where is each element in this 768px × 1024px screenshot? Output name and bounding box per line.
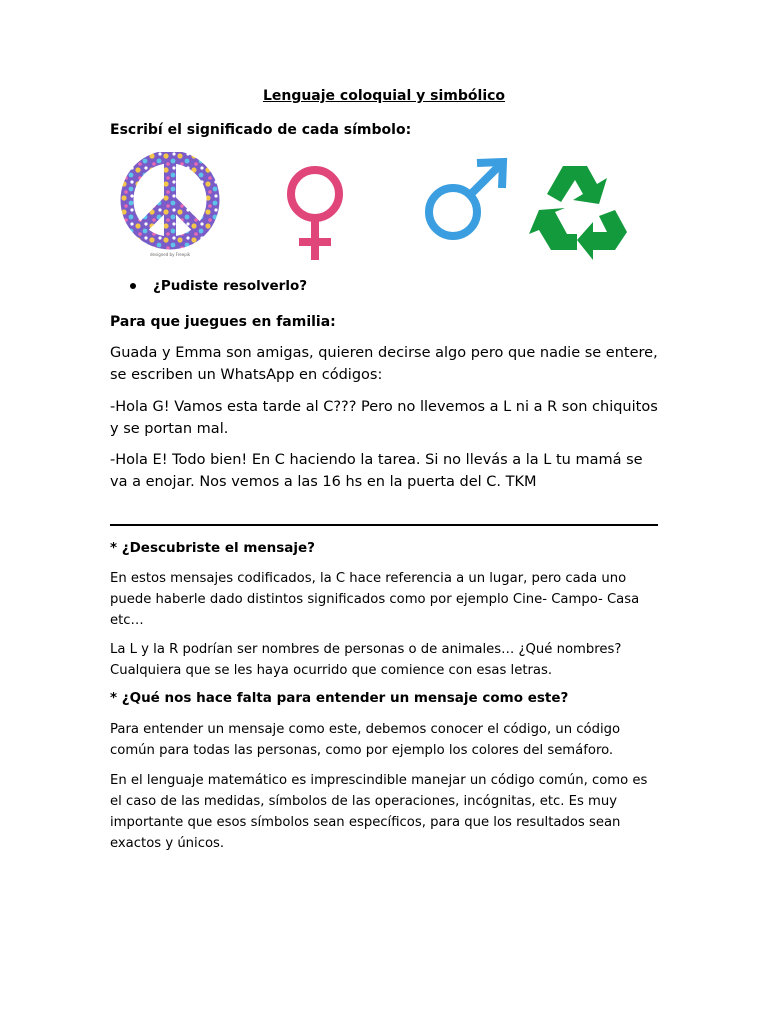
peace-symbol-icon: [120, 152, 230, 262]
section2-heading: * ¿Qué nos hace falta para entender un mensaje como este?: [110, 690, 569, 706]
section1-heading: * ¿Descubriste el mensaje?: [110, 540, 315, 556]
bullet-question: [130, 278, 307, 294]
male-symbol-icon: [415, 152, 515, 262]
instruction-text: Escribí el significado de cada símbolo:: [110, 122, 412, 138]
story-message-2: -Hola E! Todo bien! En C haciendo la tarea. Si no llevás a la L tu mamá se va a enojar. Nos vemos a las 16 hs en la puerta del C. TKM: [110, 452, 643, 490]
story-message-1: -Hola G! Vamos esta tarde al C??? Pero no llevemos a L ni a R son chiquitos y se portan mal.: [110, 399, 658, 437]
peace-caption: designed by Freepik: [150, 252, 191, 257]
family-heading: Para que juegues en familia:: [110, 314, 336, 330]
story-intro: Guada y Emma son amigas, quieren decirse algo pero que nadie se entere, se escriben un WhatsApp en códigos:: [110, 345, 658, 383]
female-symbol-icon: [275, 152, 355, 262]
bullet-question-text: ¿Pudiste resolverlo?: [153, 278, 308, 294]
symbols-row: [110, 152, 650, 267]
section2-paragraph-1: Para entender un mensaje como este, debemos conocer el código, un código común para todas las personas, como por ejemplo los colores del semáforo.: [110, 722, 621, 758]
section1-paragraph-1: En estos mensajes codificados, la C hace referencia a un lugar, pero cada uno puede haberle dado distintos significados como por ejemplo Cine- Campo- Casa etc…: [110, 571, 640, 628]
section1-paragraph-2: La L y la R podrían ser nombres de personas o de animales… ¿Qué nombres? Cualquiera que se les haya ocurrido que comience con esas letras.: [110, 642, 622, 678]
divider-line: [110, 524, 658, 526]
recycle-symbol-icon: [525, 152, 635, 262]
page-title: Lenguaje coloquial y simbólico: [262, 88, 506, 104]
section2-paragraph-2: En el lenguaje matemático es imprescindible manejar un código común, como es el caso de las medidas, símbolos de las operaciones, incógnitas, etc. Es muy importante que esos símbolos sean específicos, para que los resultados sean exactos y únicos.: [110, 773, 648, 851]
bullet-dot-icon: [130, 283, 136, 289]
